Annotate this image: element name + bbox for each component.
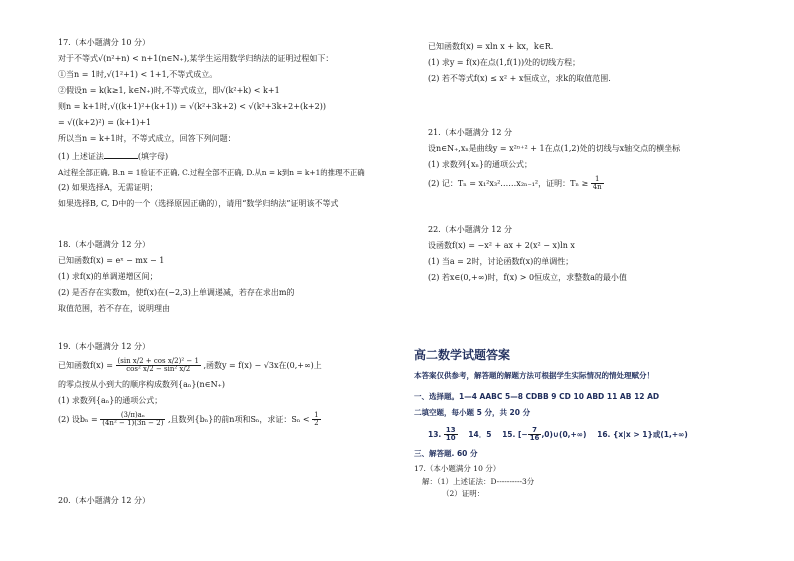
q19-p2-a: (2) 设bₙ = xyxy=(58,414,98,424)
fill-15-a: 15. [− xyxy=(502,429,528,439)
q19-half-numerator: 1 xyxy=(314,410,319,419)
answer-section xyxy=(414,348,758,504)
answer-17-header: 17.（本小题满分 10 分） xyxy=(414,464,501,474)
q20-p2: (2) 若不等式f(x) ≤ x² + x恒成立，求k的取值范围. xyxy=(428,74,611,83)
q22-header: 22.（本小题满分 12 分 xyxy=(428,225,512,234)
q19-line2: 的零点按从小到大的顺序构成数列{aₙ}(n∈N₊) xyxy=(58,379,225,389)
q19-fraction xyxy=(116,358,201,374)
question-17 xyxy=(58,38,403,215)
question-18 xyxy=(58,240,403,320)
fill-13-label: 13. xyxy=(428,429,442,439)
q19-intro xyxy=(58,358,403,374)
q19-p2-b: ,且数列{bₙ}的前n项和Sₙ，求证：Sₙ < xyxy=(168,414,310,424)
fill-14: 14．5 xyxy=(468,429,492,439)
q17-options: A过程全部正确, B.n = 1验证不正确, C.过程全部不正确, D.从n = k到n = k+1的推理不正确 xyxy=(58,168,365,177)
q17-part1 xyxy=(58,150,403,162)
answer-note: 本答案仅供参考，解答题的解题方法可根据学生实际情况的情处理赋分！ xyxy=(414,371,654,380)
q20-header: 20.（本小题满分 12 分） xyxy=(58,496,150,505)
q22-p1: (1) 当a = 2时，讨论函数f(x)的单调性； xyxy=(428,257,574,266)
answer-fill-values xyxy=(428,427,758,443)
q17-part1-suffix: (填字母) xyxy=(137,152,169,161)
q19-half-denominator: 2 xyxy=(314,419,319,428)
q18-p2: (2) 是否存在实数m，使f(x)在(−2,3)上单调递减，若存在求出m的 xyxy=(58,288,295,297)
q17-step3: 则n = k+1时,√((k+1)²+(k+1)) = √(k²+3k+2) < √(k²+3k+2+(k+2)) xyxy=(58,102,326,111)
q19-p2 xyxy=(58,412,403,428)
fill-15-denominator: 16 xyxy=(529,434,540,443)
q19-intro-a: 已知函数f(x) = xyxy=(58,360,113,370)
q19-b-numerator: (3/π)aₙ xyxy=(100,412,165,420)
answer-title: 高二数学试题答案 xyxy=(414,348,511,362)
q21-fraction xyxy=(591,176,604,192)
q22-intro: 设函数f(x) = −x² + ax + 2(x² − x)ln x xyxy=(428,241,575,250)
q21-denominator: 4n xyxy=(592,183,602,192)
question-22 xyxy=(428,225,758,289)
q18-p1: (1) 求f(x)的单调递增区间； xyxy=(58,272,158,281)
q21-numerator: 1 xyxy=(591,176,604,184)
question-21 xyxy=(428,128,758,198)
fill-13-fraction xyxy=(444,427,458,443)
answer-blank xyxy=(104,150,138,159)
fill-15-b: ,0)∪(0,+∞) xyxy=(541,429,587,439)
q19-b-denominator: (4n² − 1)(3n − 2) xyxy=(102,419,164,428)
answer-17-line1: 解：（1）上述证法：D----------3分 xyxy=(422,476,535,486)
q17-step4: = √((k+2)²) = (k+1)+1 xyxy=(58,118,152,127)
q17-step2: ②假设n = k(k≥1, k∈N₊)时,不等式成立，即√(k²+k) < k+1 xyxy=(58,86,280,95)
answer-solution-header: 三、解答题. 60 分 xyxy=(414,448,478,458)
q19-p1: (1) 求数列{aₙ}的通项公式； xyxy=(58,395,163,405)
q17-header: 17.（本小题满分 10 分） xyxy=(58,38,150,47)
q17-part1-text: (1) 上述证法 xyxy=(58,152,104,161)
q19-fraction-numerator: (sin x/2 + cos x/2)² − 1 xyxy=(117,357,199,365)
q19-fraction-denominator: cos² x/2 − sin² x/2 xyxy=(126,365,191,374)
answer-choice: 一、选择题。1—4 AABC 5—8 CDBB 9 CD 10 ABD 11 AB 12 AD xyxy=(414,392,660,402)
q18-intro: 已知函数f(x) = eˣ − mx − 1 xyxy=(58,256,165,265)
q19-header: 19.（本小题满分 12 分） xyxy=(58,342,150,351)
q17-part2b: 如果选择B, C, D中的一个（选择原因正确的），请用“数学归纳法”证明该不等式 xyxy=(58,199,339,209)
fill-13-numerator: 13 xyxy=(445,426,456,435)
question-19 xyxy=(58,342,403,433)
q20-p1: (1) 求y = f(x)在点(1,f(1))处的切线方程； xyxy=(428,58,581,67)
question-20-body xyxy=(428,42,758,90)
fill-15-fraction xyxy=(528,427,542,443)
q17-part2: (2) 如果选择A，无需证明； xyxy=(58,183,158,193)
q21-p2 xyxy=(428,176,758,192)
q19-b-fraction xyxy=(100,412,165,428)
fill-16: 16. {x|x > 1}或(1,+∞) xyxy=(597,429,688,439)
question-20-header-block xyxy=(58,496,403,512)
q18-p2b: 取值范围，若不存在，说明理由 xyxy=(58,304,170,313)
q21-header: 21.（本小题满分 12 分 xyxy=(428,128,512,137)
fill-13-denominator: 10 xyxy=(445,434,456,443)
q19-half-fraction xyxy=(312,412,320,428)
q19-intro-b: ,函数y = f(x) − √3x在(0,+∞)上 xyxy=(203,360,322,370)
answer-17-line2: （2）证明： xyxy=(442,488,485,498)
q17-step1: ①当n = 1时,√(1²+1) < 1+1,不等式成立。 xyxy=(58,70,218,79)
answer-fill-header: 二填空题，每小题 5 分，共 20 分 xyxy=(414,407,531,417)
q21-p1: (1) 求数列{xₙ}的通项公式； xyxy=(428,160,533,169)
q21-intro: 设n∈N₊,xₙ是曲线y = x²ⁿ⁺² + 1在点(1,2)处的切线与x轴交点的横坐标 xyxy=(428,144,681,153)
q18-header: 18.（本小题满分 12 分） xyxy=(58,240,150,249)
q22-p2: (2) 若x∈(0,+∞)时，f(x) > 0恒成立，求整数a的最小值 xyxy=(428,273,627,282)
q17-intro: 对于不等式√(n²+n) < n+1(n∈N₊),某学生运用数学归纳法的证明过程如下： xyxy=(58,54,334,63)
fill-15-numerator: 7 xyxy=(528,427,542,435)
q20-intro: 已知函数f(x) = xln x + kx，k∈R. xyxy=(428,42,554,51)
q17-step5: 所以当n = k+1时，不等式成立，回答下列问题： xyxy=(58,134,236,143)
q21-p2-a: (2) 记：Tₙ = x₁²x₃²……x₂ₙ₋₁²，证明：Tₙ ≥ xyxy=(428,178,589,188)
